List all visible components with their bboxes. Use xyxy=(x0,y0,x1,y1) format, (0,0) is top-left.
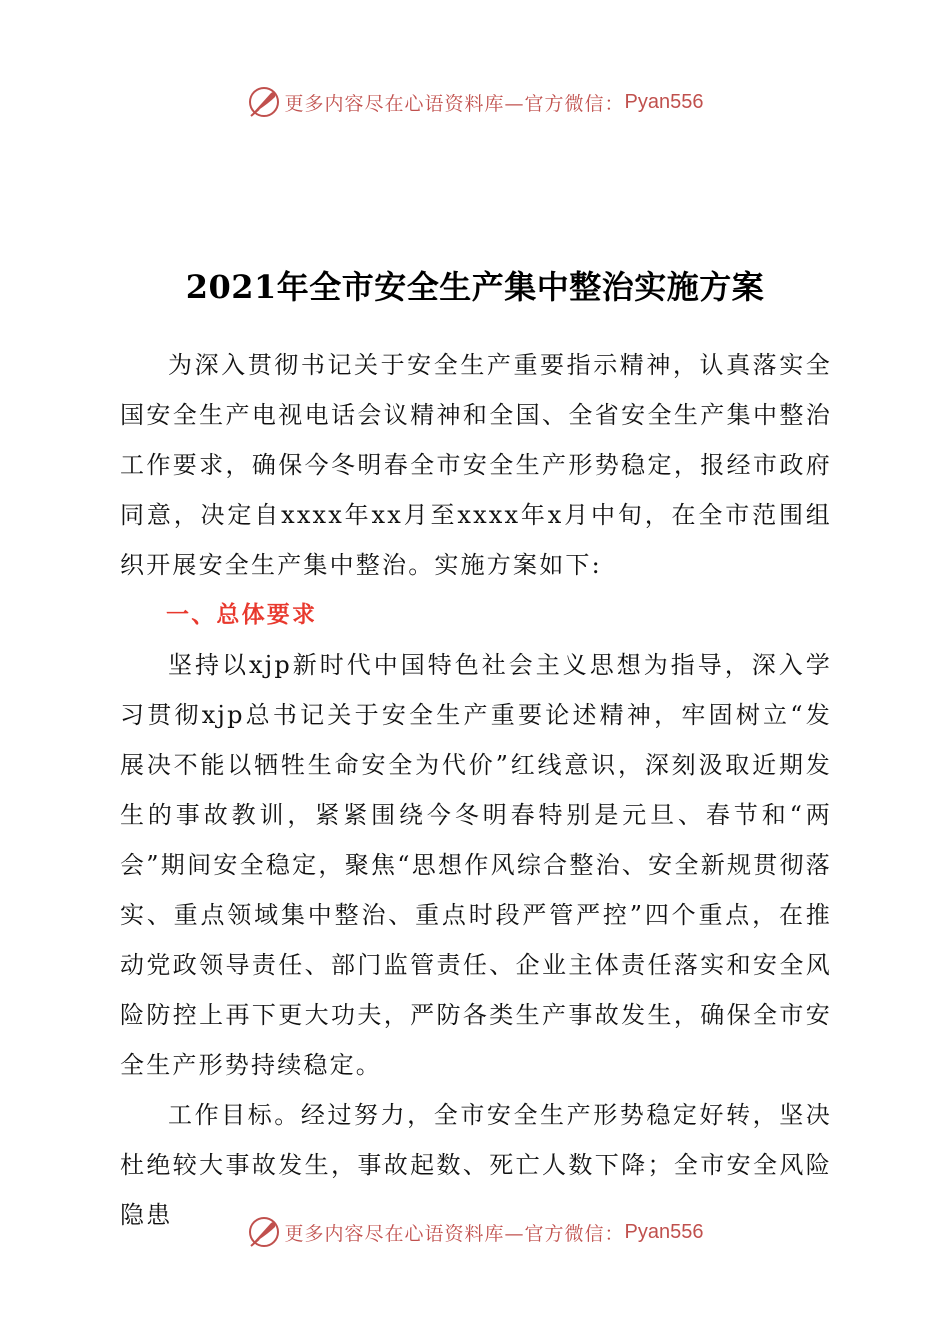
intro-paragraph: 为深入贯彻书记关于安全生产重要指示精神，认真落实全国安全生产电视电话会议精神和全国、全省安全生产集中整治工作要求，确保今冬明春全市安全生产形势稳定，报经市政府同意，决定自xxxx年xx月至xxxx年x月中旬，在全市范围组织开展安全生产集中整治。实施方案如下: xyxy=(120,351,832,579)
document-title: 2021年全市安全生产集中整治实施方案 xyxy=(185,268,765,306)
watermark-banner-bottom xyxy=(0,1212,950,1252)
watermark-banner-top xyxy=(0,82,950,122)
goals-paragraph: 工作目标。经过努力，全市安全生产形势稳定好转，坚决杜绝较大事故发生，事故起数、死亡人数下降；全市安全风险隐患 xyxy=(120,1101,832,1229)
section-heading: 一、总体要求 xyxy=(166,602,318,628)
watermark-brand: Pyan556 xyxy=(624,1220,704,1243)
quill-pen-logo-icon xyxy=(247,85,281,119)
watermark-brand: Pyan556 xyxy=(624,90,704,113)
quill-pen-logo-icon xyxy=(247,1215,281,1249)
section-paragraph: 坚持以xjp新时代中国特色社会主义思想为指导，深入学习贯彻xjp总书记关于安全生产重要论述精神，牢固树立“发展决不能以牺牲生命安全为代价”红线意识，深刻汲取近期发生的事故教训，紧紧围绕今冬明春特别是元旦、春节和“两会”期间安全稳定，聚焦“思想作风综合整治、安全新规贯彻落实、重点领域集中整治、重点时段严管严控”四个重点，在推动党政领导责任、部门监管责任、企业主体责任落实和安全风险防控上再下更大功夫，严防各类生产事故发生，确保全市安全生产形势持续稳定。 xyxy=(120,651,832,1079)
watermark-text: 更多内容尽在心语资料库—官方微信： xyxy=(284,92,625,115)
document-body xyxy=(120,340,832,1240)
watermark-text: 更多内容尽在心语资料库—官方微信： xyxy=(284,1222,625,1245)
